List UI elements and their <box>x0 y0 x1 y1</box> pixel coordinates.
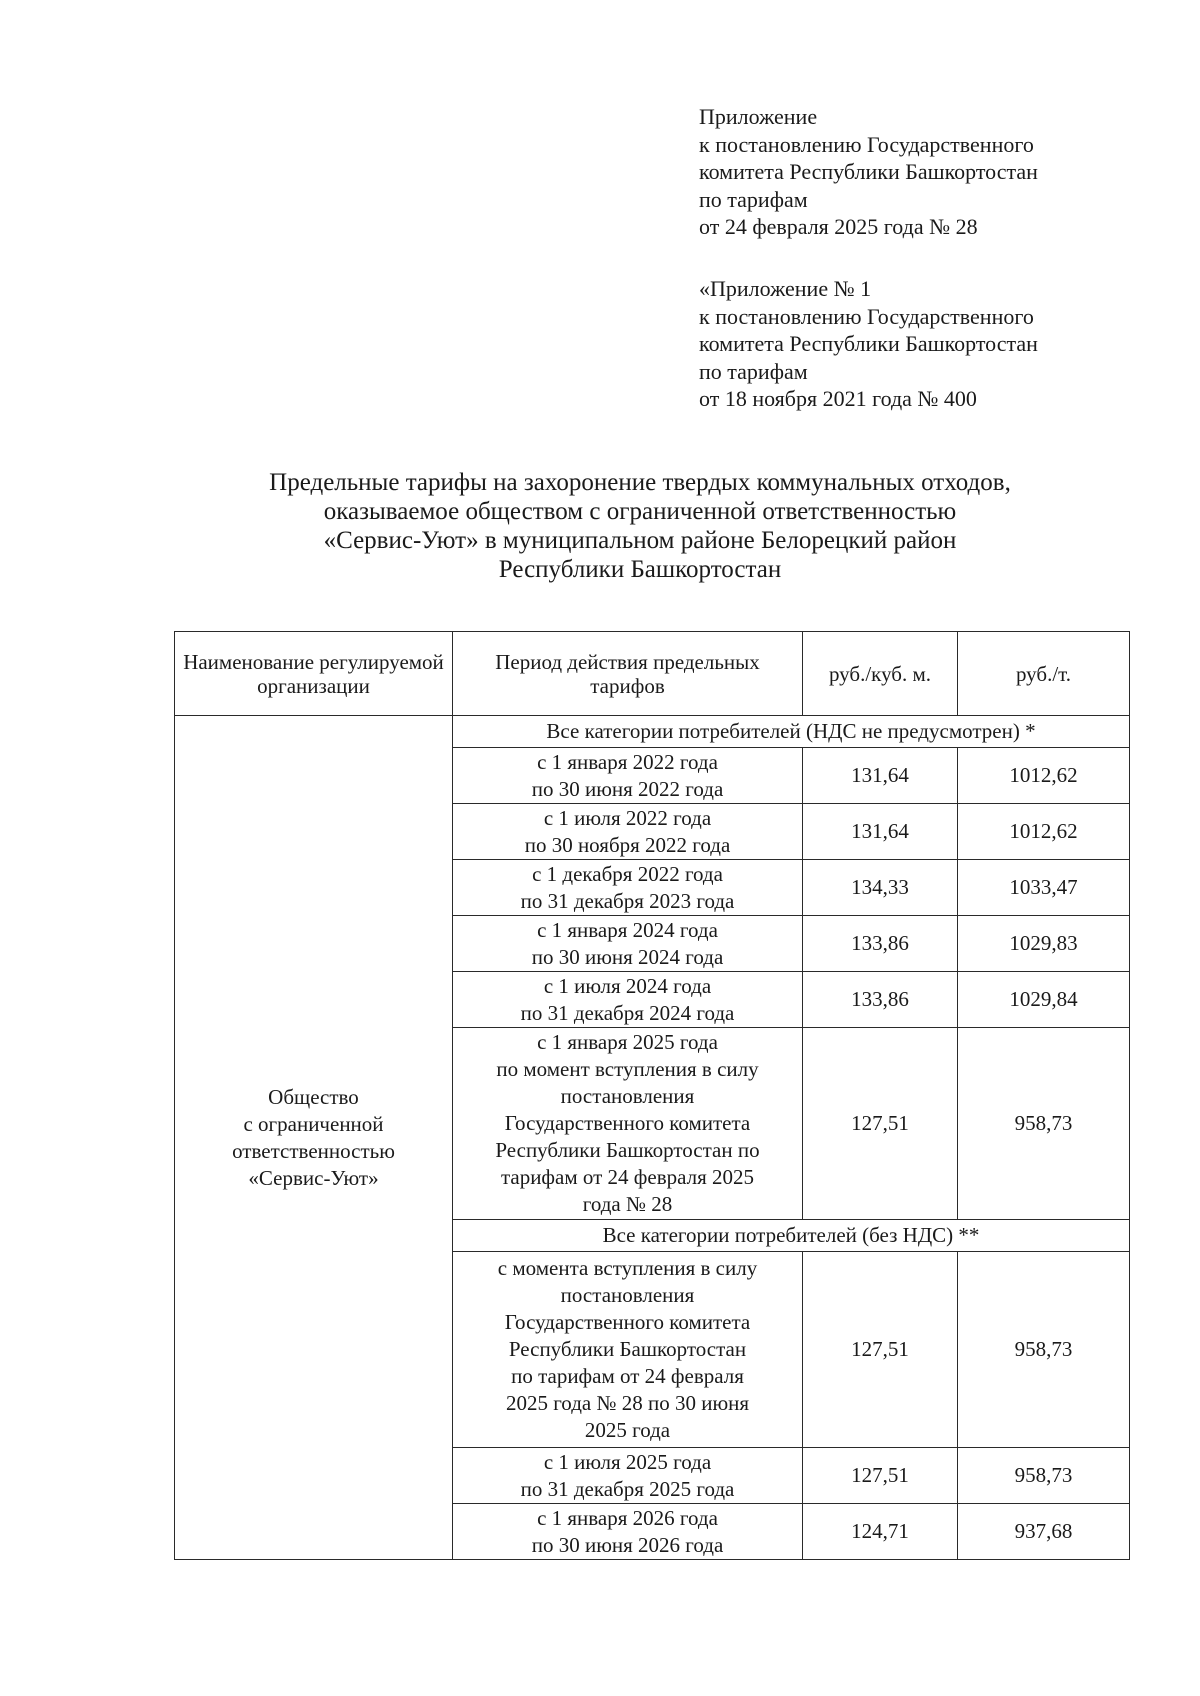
document-title <box>160 468 1120 584</box>
appendix-header-original <box>699 275 1038 413</box>
rub-per-m3-cell: 133,86 <box>803 916 958 972</box>
rub-per-t-cell: 1029,83 <box>958 916 1130 972</box>
period-cell: с 1 июля 2025 года по 31 декабря 2025 года <box>453 1448 803 1504</box>
header-rub-per-t: руб./т. <box>958 632 1130 716</box>
title-line: Республики Башкортостан <box>498 556 782 583</box>
rub-per-m3-cell: 127,51 <box>803 1252 958 1448</box>
appendix-line: Приложение <box>699 104 818 129</box>
appendix-line: комитета Республики Башкортостан <box>699 159 1038 184</box>
appendix-line: комитета Республики Башкортостан <box>699 331 1038 356</box>
title-line: Предельные тарифы на захоронение твердых коммунальных отходов, <box>269 469 1011 496</box>
appendix-line: от 18 ноября 2021 года № 400 <box>699 386 977 411</box>
title-line: оказываемое обществом с ограниченной ответственностью <box>323 498 957 525</box>
period-cell: с момента вступления в силу постановления Государственного комитета Республики Башкортостан по тарифам от 24 февраля 2025 года № 28 по 30 июня 2025 года <box>453 1252 803 1448</box>
tariff-table <box>174 631 1130 1560</box>
section-label: Все категории потребителей (без НДС) ** <box>453 1220 1130 1252</box>
header-organization: Наименование регулируемой организации <box>175 632 453 716</box>
table-header-row <box>175 632 1130 716</box>
title-line: «Сервис-Уют» в муниципальном районе Белорецкий район <box>323 527 957 554</box>
organization-cell: Общество с ограниченной ответственностью «Сервис-Уют» <box>175 716 453 1560</box>
appendix-line: «Приложение № 1 <box>699 276 872 301</box>
rub-per-m3-cell: 134,33 <box>803 860 958 916</box>
period-cell: с 1 декабря 2022 года по 31 декабря 2023 года <box>453 860 803 916</box>
period-cell: с 1 июля 2024 года по 31 декабря 2024 года <box>453 972 803 1028</box>
appendix-line: от 24 февраля 2025 года № 28 <box>699 214 978 239</box>
rub-per-m3-cell: 131,64 <box>803 748 958 804</box>
period-cell: с 1 января 2022 года по 30 июня 2022 года <box>453 748 803 804</box>
section-row <box>175 716 1130 748</box>
period-cell: с 1 января 2024 года по 30 июня 2024 года <box>453 916 803 972</box>
rub-per-t-cell: 937,68 <box>958 1504 1130 1560</box>
section-label: Все категории потребителей (НДС не предусмотрен) * <box>453 716 1130 748</box>
appendix-header-current <box>699 103 1038 241</box>
period-cell: с 1 января 2025 года по момент вступления в силу постановления Государственного комитета Республики Башкортостан по тарифам от 24 февраля 2025 года № 28 <box>453 1028 803 1220</box>
rub-per-m3-cell: 131,64 <box>803 804 958 860</box>
rub-per-t-cell: 1029,84 <box>958 972 1130 1028</box>
period-cell: с 1 июля 2022 года по 30 ноября 2022 года <box>453 804 803 860</box>
header-rub-per-m3: руб./куб. м. <box>803 632 958 716</box>
rub-per-t-cell: 958,73 <box>958 1252 1130 1448</box>
rub-per-t-cell: 958,73 <box>958 1448 1130 1504</box>
rub-per-t-cell: 1012,62 <box>958 748 1130 804</box>
appendix-line: к постановлению Государственного <box>699 131 1034 157</box>
rub-per-m3-cell: 124,71 <box>803 1504 958 1560</box>
rub-per-m3-cell: 127,51 <box>803 1028 958 1220</box>
rub-per-m3-cell: 133,86 <box>803 972 958 1028</box>
appendix-line: по тарифам <box>699 186 808 212</box>
period-cell: с 1 января 2026 года по 30 июня 2026 года <box>453 1504 803 1560</box>
appendix-line: по тарифам <box>699 358 808 384</box>
rub-per-t-cell: 1033,47 <box>958 860 1130 916</box>
header-period: Период действия предельных тарифов <box>453 632 803 716</box>
rub-per-t-cell: 1012,62 <box>958 804 1130 860</box>
appendix-line: к постановлению Государственного <box>699 303 1034 329</box>
rub-per-m3-cell: 127,51 <box>803 1448 958 1504</box>
rub-per-t-cell: 958,73 <box>958 1028 1130 1220</box>
